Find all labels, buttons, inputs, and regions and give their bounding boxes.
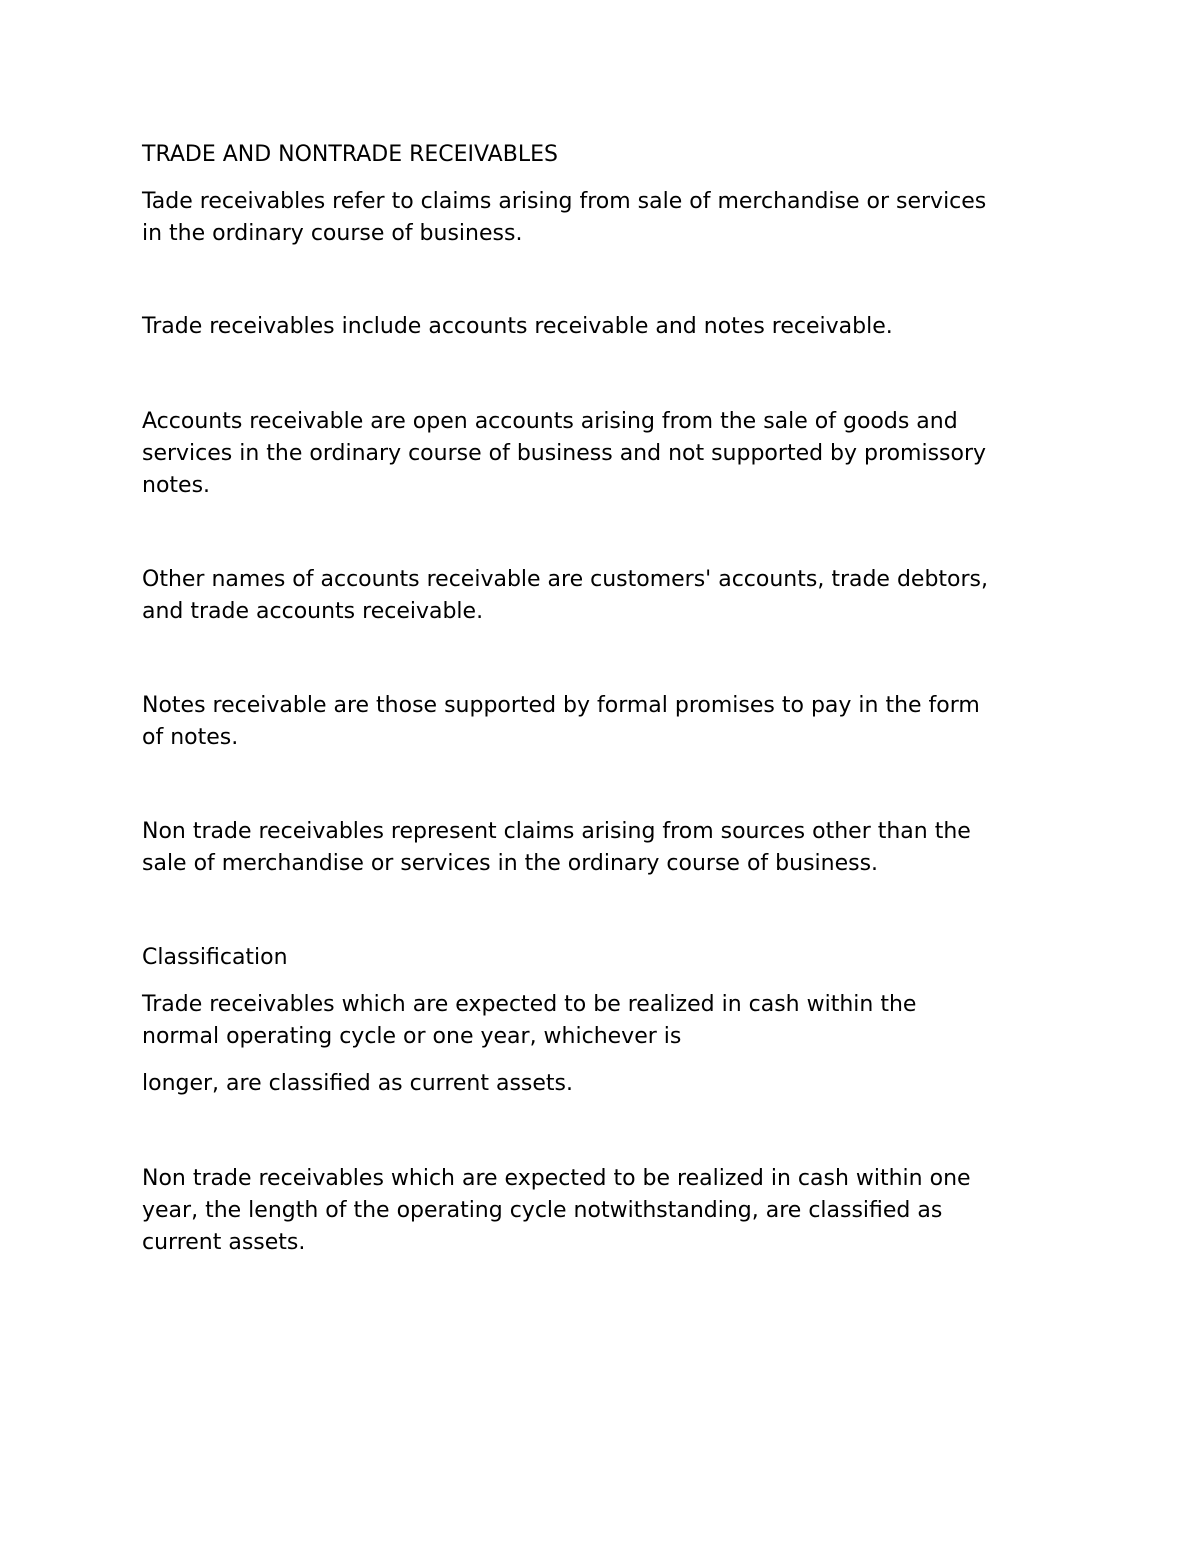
text-line: Other names of accounts receivable are customers' accounts, trade debtors, bbox=[142, 567, 989, 592]
paragraph-other-names bbox=[142, 564, 1062, 628]
document-title: TRADE AND NONTRADE RECEIVABLES bbox=[142, 142, 558, 167]
text-line: Non trade receivables which are expected to be realized in cash within one bbox=[142, 1166, 971, 1191]
paragraph-accounts-receivable bbox=[142, 406, 1062, 502]
text-line: year, the length of the operating cycle notwithstanding, are classified as bbox=[142, 1198, 943, 1223]
text-line: in the ordinary course of business. bbox=[142, 221, 523, 246]
paragraph-trade-receivables-include: Trade receivables include accounts receivable and notes receivable. bbox=[142, 314, 893, 339]
text-line: Tade receivables refer to claims arising from sale of merchandise or services bbox=[142, 189, 987, 214]
paragraph-trade-classification-cont: longer, are classified as current assets. bbox=[142, 1071, 574, 1096]
text-line: notes. bbox=[142, 473, 211, 498]
text-line: Accounts receivable are open accounts arising from the sale of goods and bbox=[142, 409, 958, 434]
paragraph-trade-classification bbox=[142, 989, 1062, 1053]
text-line: services in the ordinary course of business and not supported by promissory bbox=[142, 441, 987, 466]
paragraph-nontrade-receivables bbox=[142, 816, 1062, 880]
text-line: normal operating cycle or one year, whichever is bbox=[142, 1024, 682, 1049]
text-line: Trade receivables which are expected to be realized in cash within the bbox=[142, 992, 917, 1017]
text-line: sale of merchandise or services in the ordinary course of business. bbox=[142, 851, 879, 876]
paragraph-trade-receivables-definition bbox=[142, 186, 1062, 250]
text-line: of notes. bbox=[142, 725, 239, 750]
paragraph-nontrade-classification bbox=[142, 1163, 1062, 1259]
section-heading-classification: Classification bbox=[142, 945, 288, 970]
text-line: current assets. bbox=[142, 1230, 306, 1255]
text-line: Non trade receivables represent claims arising from sources other than the bbox=[142, 819, 971, 844]
text-line: Notes receivable are those supported by formal promises to pay in the form bbox=[142, 693, 980, 718]
paragraph-notes-receivable bbox=[142, 690, 1062, 754]
text-line: and trade accounts receivable. bbox=[142, 599, 484, 624]
